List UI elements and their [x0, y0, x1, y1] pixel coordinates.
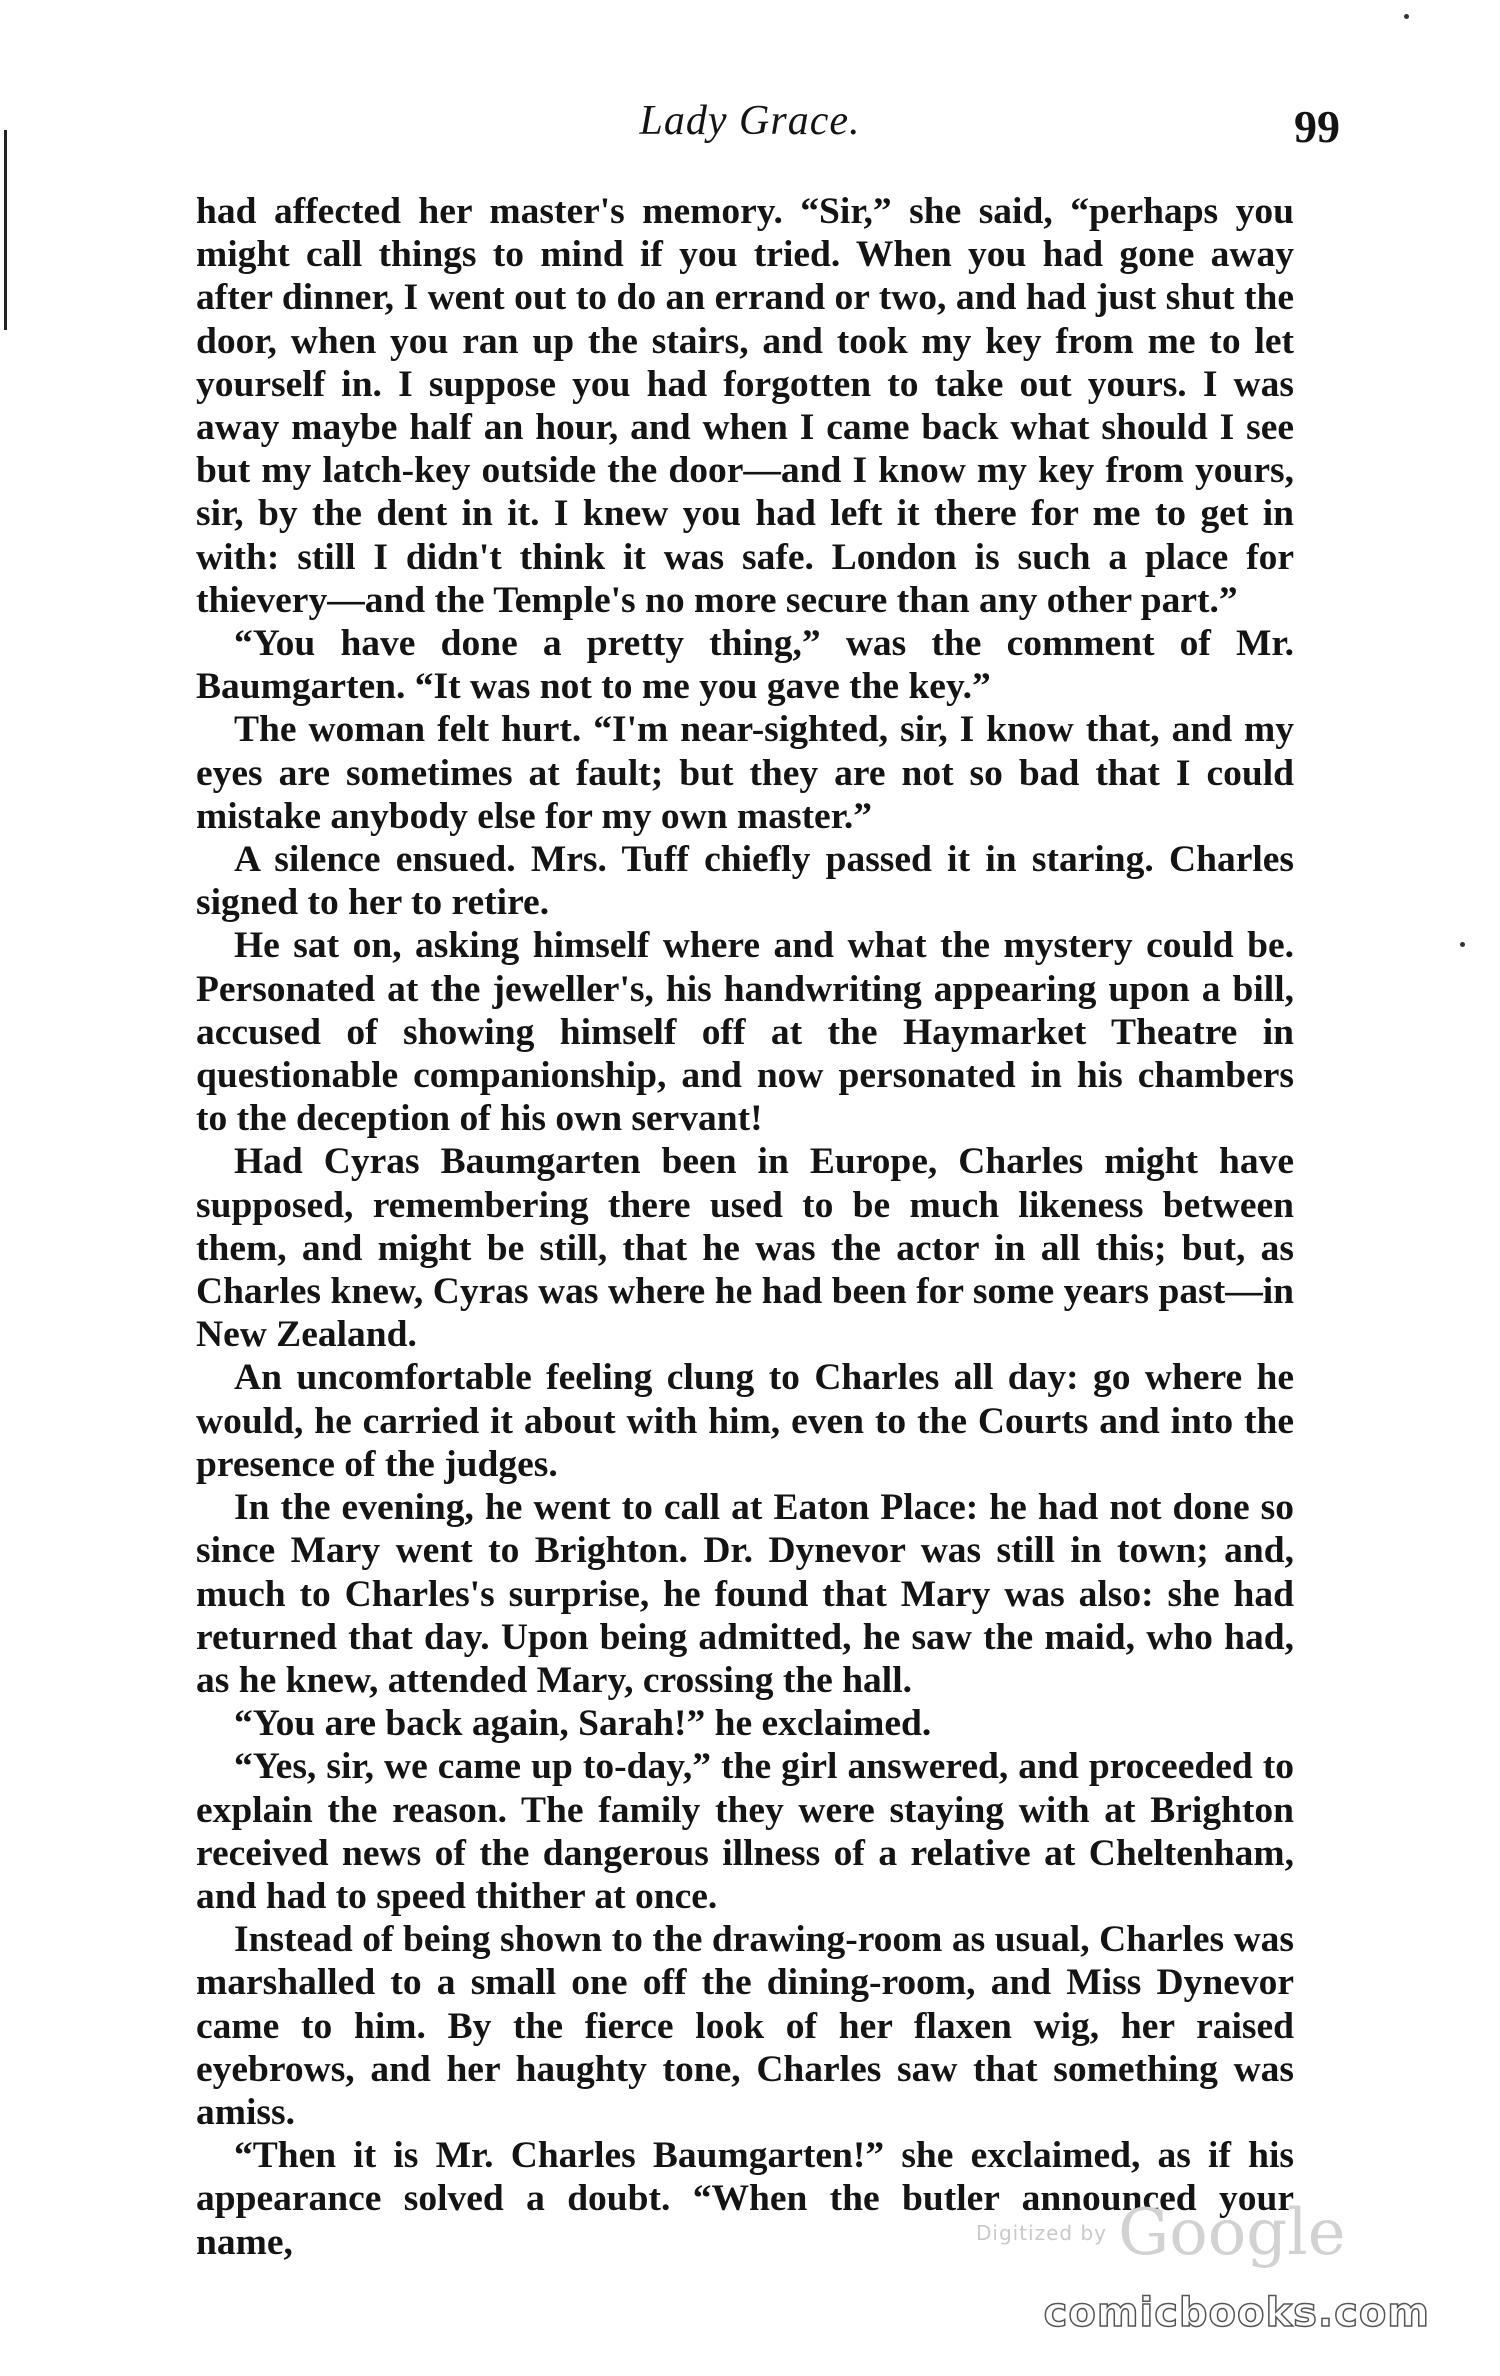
paragraph: An uncomfortable feeling clung to Charles all day: go where he would, he carried it about with him, even to the Courts and into the presence of the judges. — [196, 1357, 1294, 1485]
google-logo: Google — [1118, 2196, 1346, 2270]
paragraph: In the evening, he went to call at Eaton Place: he had not done so since Mary went to Brighton. Dr. Dynevor was still in town; and, much to Charles's surprise, he found that Mary was also: she had returned that day. Upon being admitted, he saw the maid, who had, as he knew, attended Mary, crossing the hall. — [196, 1487, 1294, 1701]
paragraph: Instead of being shown to the drawing-room as usual, Charles was marshalled to a small one off the dining-room, and Miss Dynevor came to him. By the fierce look of her flaxen wig, her raised eyebrows, and her haughty tone, Charles saw that something was amiss. — [196, 1919, 1294, 2133]
site-watermark: comicbooks.com — [1043, 2290, 1430, 2336]
paragraph: “You have done a pretty thing,” was the comment of Mr. Baumgarten. “It was not to me you gave the key.” — [196, 623, 1294, 708]
paragraph: He sat on, asking himself where and what the mystery could be. Personated at the jeweller's, his handwriting appearing upon a bill, accused of showing himself off at the Haymarket Theatre in questionable companionship, and now personated in his chambers to the deception of his own servant! — [196, 925, 1294, 1140]
paragraph: “You are back again, Sarah!” he exclaimed. — [234, 1703, 932, 1745]
paragraph: had affected her master's memory. “Sir,” she said, “perhaps you might call things to mind if you tried. When you had gone away after dinner, I went out to do an errand or two, and had just shut the door, when you ran up the stairs, and took my key from me to let yourself in. I suppose you had forgotten to take out yours. I was away maybe half an hour, and when I came back what should I see but my latch-key outside the door—and I know my key from yours, sir, by the dent in it. I knew you had left it there for me to get in with: still I didn't think it was safe. London is such a place for thievery—and the Temple's no more secure than any other part.” — [196, 191, 1294, 621]
speck-mark — [1460, 942, 1465, 947]
paragraph: Had Cyras Baumgarten been in Europe, Charles might have supposed, remembering there used to be much likeness between them, and might be still, that he was the actor in all this; but, as Charles knew, Cyras was where he had been for some years past—in New Zealand. — [196, 1141, 1294, 1356]
body-text — [196, 190, 1294, 2264]
page-number: 99 — [1294, 101, 1340, 152]
page-edge-mark — [4, 130, 7, 330]
digitized-by-label: Digitized by — [976, 2221, 1107, 2245]
running-title: Lady Grace. — [639, 98, 861, 144]
speck-mark — [1404, 14, 1409, 19]
paragraph: A silence ensued. Mrs. Tuff chiefly passed it in staring. Charles signed to her to retire. — [196, 839, 1294, 924]
google-watermark — [976, 2196, 1346, 2270]
paragraph: The woman felt hurt. “I'm near-sighted, sir, I know that, and my eyes are sometimes at fault; but they are not so bad that I could mistake anybody else for my own master.” — [196, 709, 1294, 837]
paragraph: “Yes, sir, we came up to-day,” the girl answered, and proceeded to explain the reason. The family they were staying with at Brighton received news of the dangerous illness of a relative at Cheltenham, and had to speed thither at once. — [196, 1746, 1294, 1917]
paragraph: “Then it is Mr. Charles Baumgarten!” she exclaimed, as if his appearance solved a doubt. “When the butler announced your name, — [196, 2135, 1294, 2263]
